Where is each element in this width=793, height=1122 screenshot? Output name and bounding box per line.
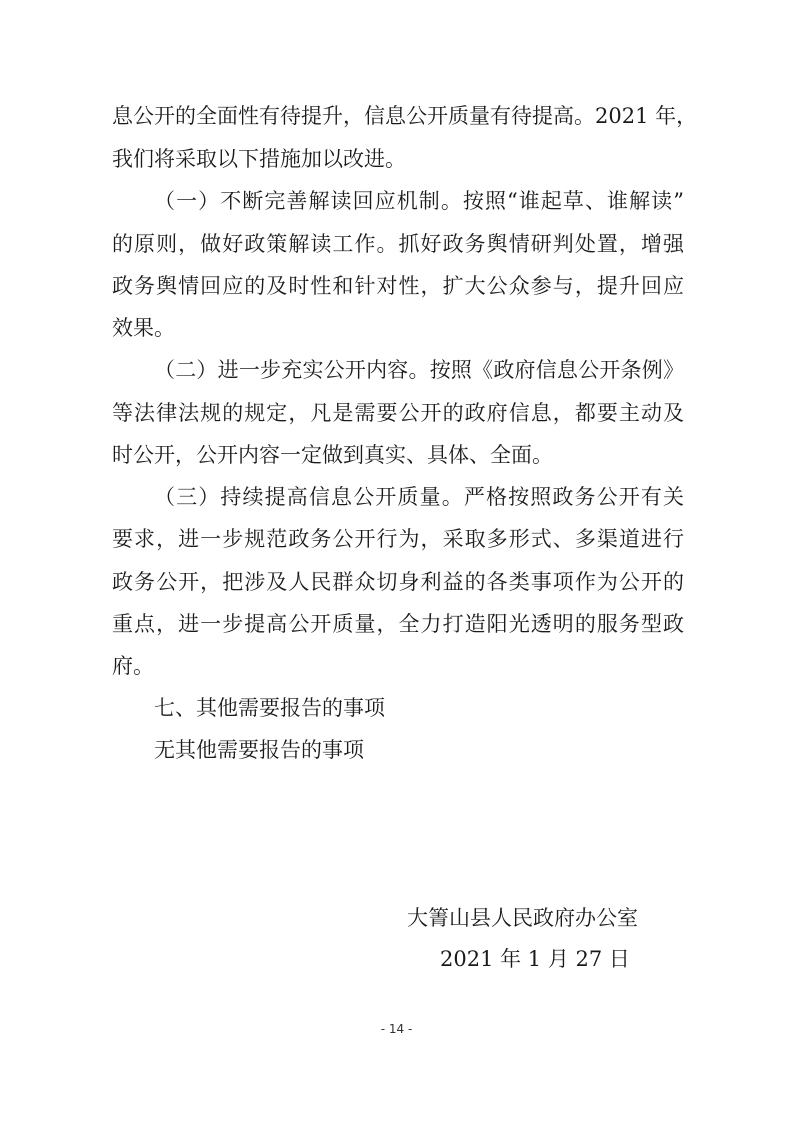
section-text: 无其他需要报告的事项	[154, 738, 364, 762]
signature-org: 大箐山县人民政府办公室	[407, 906, 638, 930]
paragraph-line: （二）进一步充实公开内容。按照《政府信息公开条例》	[154, 358, 684, 382]
paragraph-line: 要求，进一步规范政务公开行为，采取多形式、多渠道进行	[112, 527, 684, 551]
page-number: - 14 -	[380, 1022, 413, 1036]
paragraph-line: 府。	[112, 654, 154, 678]
paragraph-line: 时公开，公开内容一定做到真实、具体、全面。	[112, 443, 553, 467]
signature-date: 2021 年 1 月 27 日	[440, 947, 630, 971]
paragraph-line: 息公开的全面性有待提升，信息公开质量有待提高。2021 年，	[112, 104, 698, 128]
paragraph-line: 重点，进一步提高公开质量，全力打造阳光透明的服务型政	[112, 612, 684, 636]
paragraph-line: （三）持续提高信息公开质量。严格按照政务公开有关	[154, 485, 684, 509]
paragraph-line: 政务舆情回应的及时性和针对性，扩大公众参与，提升回应	[112, 274, 684, 298]
paragraph-line: 等法律法规的规定，凡是需要公开的政府信息，都要主动及	[112, 401, 684, 425]
paragraph-line: 的原则，做好政策解读工作。抓好政务舆情研判处置，增强	[112, 232, 684, 256]
paragraph-line: 我们将采取以下措施加以改进。	[112, 147, 406, 171]
paragraph-line: 效果。	[112, 316, 175, 340]
section-heading: 七、其他需要报告的事项	[154, 696, 385, 720]
paragraph-line: （一）不断完善解读回应机制。按照“谁起草、谁解读”	[154, 189, 684, 213]
paragraph-line: 政务公开，把涉及人民群众切身利益的各类事项作为公开的	[112, 570, 684, 594]
